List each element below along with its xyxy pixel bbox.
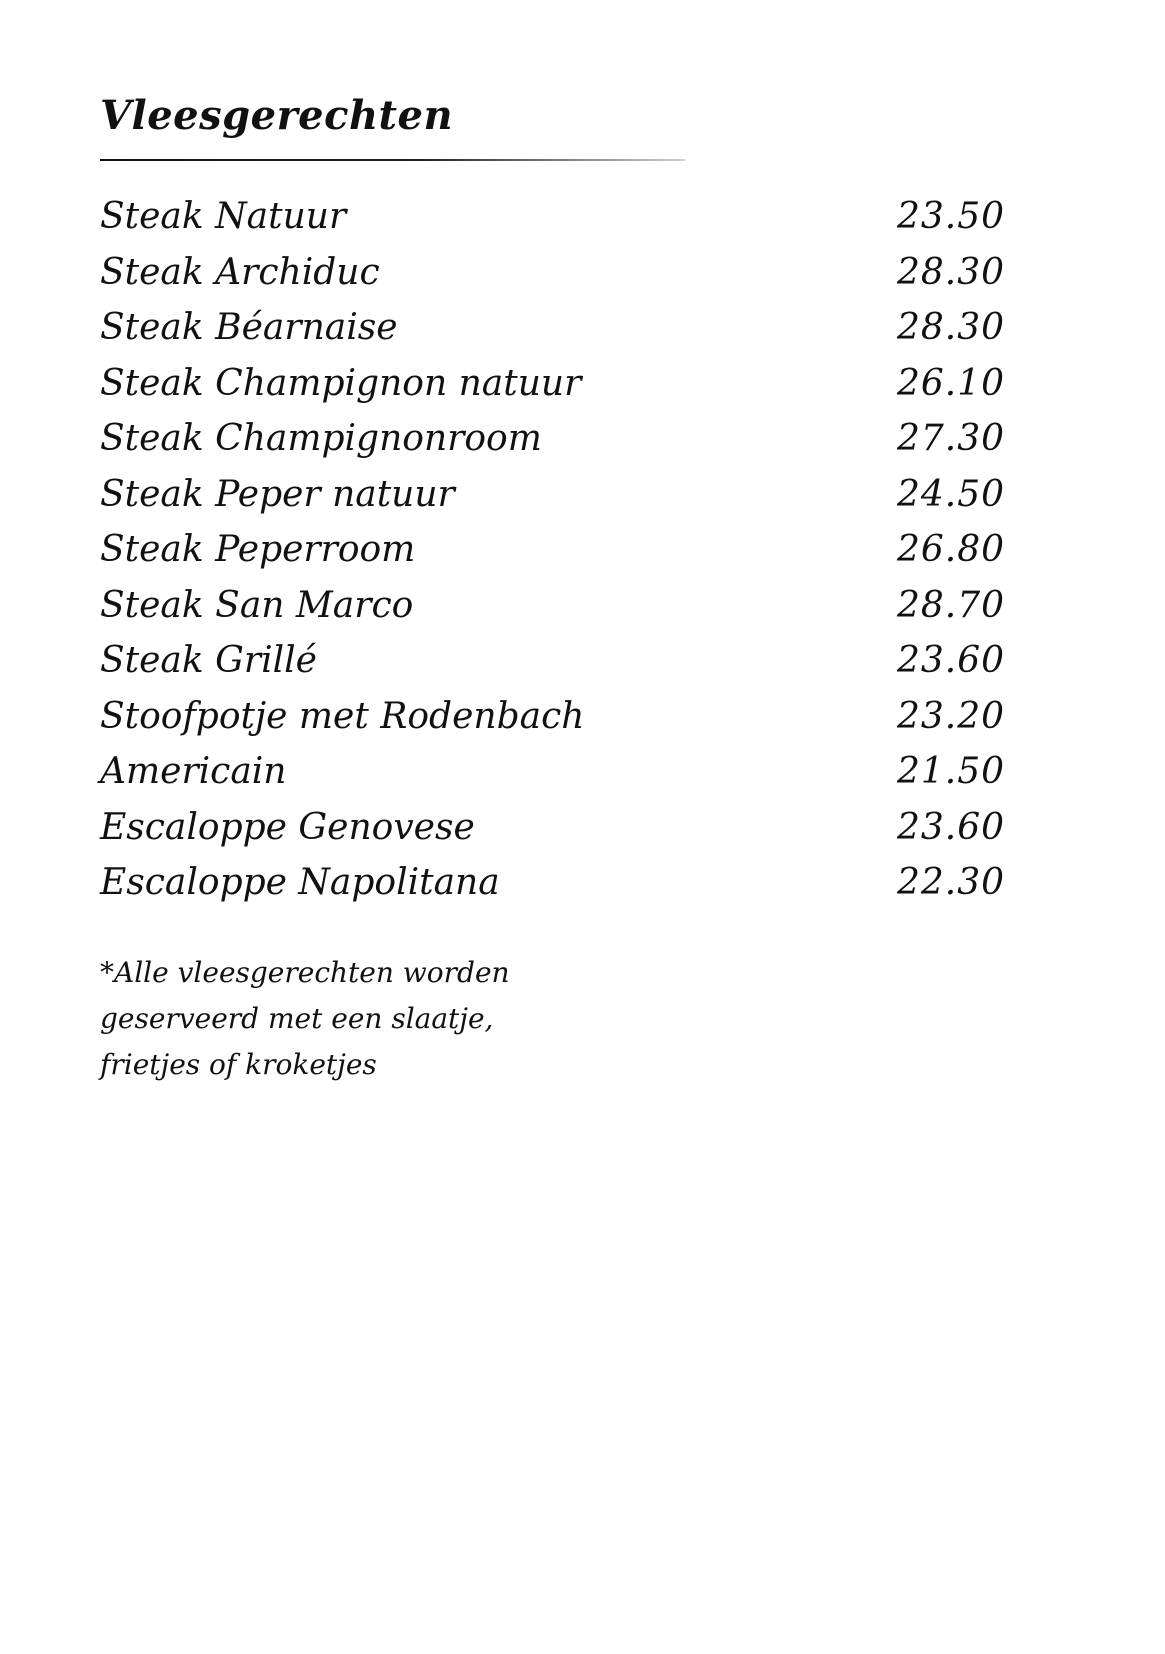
item-name: Americain	[100, 751, 287, 792]
menu-item	[100, 693, 1005, 749]
item-name: Steak Peper natuur	[100, 473, 455, 515]
item-price: 23.60	[896, 806, 1005, 848]
footnote	[100, 950, 620, 1088]
item-price: 24.50	[896, 473, 1005, 515]
menu-item	[100, 526, 1005, 582]
menu-item	[100, 804, 1005, 860]
footnote-line: geserveerd met een slaatje,	[100, 1002, 494, 1035]
footnote-line: *Alle vleesgerechten worden	[100, 956, 510, 989]
item-price: 23.20	[896, 695, 1005, 737]
item-price: 21.50	[896, 751, 1005, 792]
menu-item	[100, 637, 1005, 693]
item-name: Steak Champignon natuur	[100, 362, 582, 404]
menu-item	[100, 193, 1005, 249]
menu-item	[100, 415, 1005, 471]
item-name: Stoofpotje met Rodenbach	[100, 695, 585, 737]
menu-item	[100, 471, 1005, 527]
item-name: Escaloppe Genovese	[100, 806, 475, 848]
item-name: Steak San Marco	[100, 584, 414, 626]
menu-item	[100, 304, 1005, 360]
item-price: 28.30	[896, 307, 1005, 348]
menu-item	[100, 748, 1005, 804]
item-name: Escaloppe Napolitana	[100, 862, 500, 903]
item-name: Steak Béarnaise	[100, 307, 398, 348]
menu-item	[100, 859, 1005, 915]
item-name: Steak Champignonroom	[100, 418, 542, 459]
item-name: Steak Natuur	[100, 196, 347, 237]
item-price: 28.30	[896, 251, 1005, 293]
item-price: 27.30	[896, 418, 1005, 459]
item-price: 22.30	[896, 862, 1005, 903]
page-title: Vleesgerechten	[100, 92, 454, 139]
item-name: Steak Grillé	[100, 640, 317, 681]
menu-item	[100, 249, 1005, 305]
item-price: 23.60	[896, 640, 1005, 681]
title-underline	[100, 159, 685, 161]
item-name: Steak Peperroom	[100, 529, 416, 570]
item-price: 26.80	[896, 529, 1005, 570]
footnote-line: frietjes of kroketjes	[100, 1048, 377, 1081]
menu-list	[100, 193, 1005, 915]
item-price: 26.10	[896, 362, 1005, 404]
menu-item	[100, 582, 1005, 638]
item-price: 28.70	[896, 584, 1005, 626]
item-price: 23.50	[896, 196, 1005, 237]
menu-item	[100, 360, 1005, 416]
item-name: Steak Archiduc	[100, 251, 380, 293]
